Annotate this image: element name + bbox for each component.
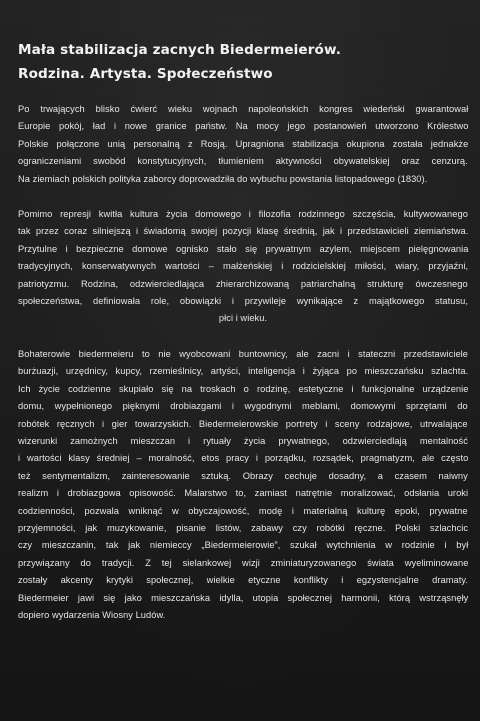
text-line: Pomimo represji kwitła kultura życia domowego i filozofia rodzinnego szczęścia, kultywowanego bbox=[18, 209, 468, 220]
text-line: i wartości klasy średniej – moralność, etos pracy i porządku, rozsądek, pragmatyzm, ale często bbox=[18, 453, 469, 464]
paragraph-2 bbox=[18, 206, 468, 328]
text-line: ograniczeniami swobód konstytucyjnych, tłumieniem aktywności obywatelskiej oraz cenzurą. bbox=[18, 156, 468, 167]
text-line: Bohaterowie biedermeieru to nie wyobcowani buntownicy, ale zacni i stateczni przedstawiciele bbox=[18, 348, 468, 359]
text-line: przywiązany do tradycji. Z tej sielankowej wizji zminiaturyzowanego świata wyeliminowane bbox=[18, 557, 469, 568]
text-line: płci i wieku. bbox=[218, 313, 268, 324]
paragraph-1 bbox=[18, 101, 468, 188]
text-line: codzienności, pozwala wniknąć w obyczajowość, modę i materialną kulturę epoki, prywatne bbox=[18, 505, 468, 516]
text-line: Na ziemiach polskich polityka zaborcy doprowadziła do wybuchu powstania listopadowego (1830). bbox=[18, 173, 428, 184]
text-line: robótek ręcznych i gier towarzyskich. Biedermeierowskie portrety i sceny rodzajowe, utrwalające bbox=[18, 418, 468, 429]
title-line-2: Rodzina. Artysta. Społeczeństwo bbox=[18, 66, 273, 82]
text-line: domu, wypełnionego pięknymi drobiazgami i wygodnymi meblami, domowymi sprzętami do bbox=[18, 401, 468, 412]
text-line: dopiero wydarzenia Wiosny Ludów. bbox=[18, 609, 166, 620]
text-line: tak przez coraz silniejszą i świadomą swojej pozycji klasę średnią, jak i przedstawicieli ziemiaństwa. bbox=[18, 226, 469, 237]
text-line: czy mieszczanin, tak jak niemieccy „Biedermeierowie”, szukał wytchnienia w rodzinie i był bbox=[18, 540, 469, 551]
text-line: też sentymentalizm, zainteresowanie sztuką. Obrazy cechuje dosadny, a czasem naiwny bbox=[18, 470, 468, 481]
paragraph-3 bbox=[18, 346, 468, 625]
text-line: Przytulne i bezpieczne domowe ognisko stało się prywatnym azylem, miejscem pielęgnowania bbox=[18, 243, 469, 254]
text-line: Ich życie codzienne skupiało się na troskach o rodzinę, estetyczne i funkcjonalne urządzenie bbox=[18, 383, 469, 394]
text-line: społeczeństwa, definiowała role, obowiązki i przywileje wynikające z majątkowego statusu, bbox=[18, 296, 469, 307]
text-line: zostały akcenty krytyki społecznej, wielkie etyczne konflikty i egzystencjalne dramaty. bbox=[18, 575, 468, 586]
text-line: realizm i drobiazgowa opisowość. Malarstwo to, zamiast natrętnie moralizować, odsłania uroki bbox=[18, 488, 469, 499]
text-line: Europie pokój, ład i nowe granice państw. Na mocy jego postanowień utworzono Królestwo bbox=[18, 121, 469, 132]
panel-body bbox=[18, 101, 468, 624]
text-line: burżuazji, urzędnicy, kupcy, rzemieślnicy, artyści, inteligencja i żyjąca po mieszczańsku szlachta. bbox=[18, 366, 469, 377]
text-line: Po trwających blisko ćwierć wieku wojnach napoleońskich kongres wiedeński gwarantował bbox=[18, 104, 469, 114]
text-line: Biedermeier jawi się jako mieszczańska idylla, utopia społecznej harmonii, którą wstrząsnęły bbox=[18, 592, 469, 603]
panel-title bbox=[18, 38, 468, 86]
text-panel bbox=[18, 38, 468, 642]
text-line: wizerunki zamożnych mieszczan i rytuały życia prywatnego, odzwierciedlają mentalność bbox=[18, 435, 468, 446]
text-line: tradycyjnych, konserwatywnych wartości – małżeńskiej i rodzicielskiej miłości, wiary, przyjaźni, bbox=[18, 261, 469, 272]
title-line-1: Mała stabilizacja zacnych Biedermeierów. bbox=[18, 42, 342, 58]
text-line: patriotyzmu. Rodzina, odzwierciedlająca zhierarchizowaną patriarchalną strukturę ówczesnego bbox=[18, 278, 468, 289]
text-line: Polskie połączone unią personalną z Rosją. Upragniona stabilizacja okupiona została jednakże bbox=[18, 138, 469, 149]
text-line: przyjemności, jak muzykowanie, pisanie listów, zabawy czy robótki ręczne. Polski szlachcic bbox=[18, 522, 469, 533]
